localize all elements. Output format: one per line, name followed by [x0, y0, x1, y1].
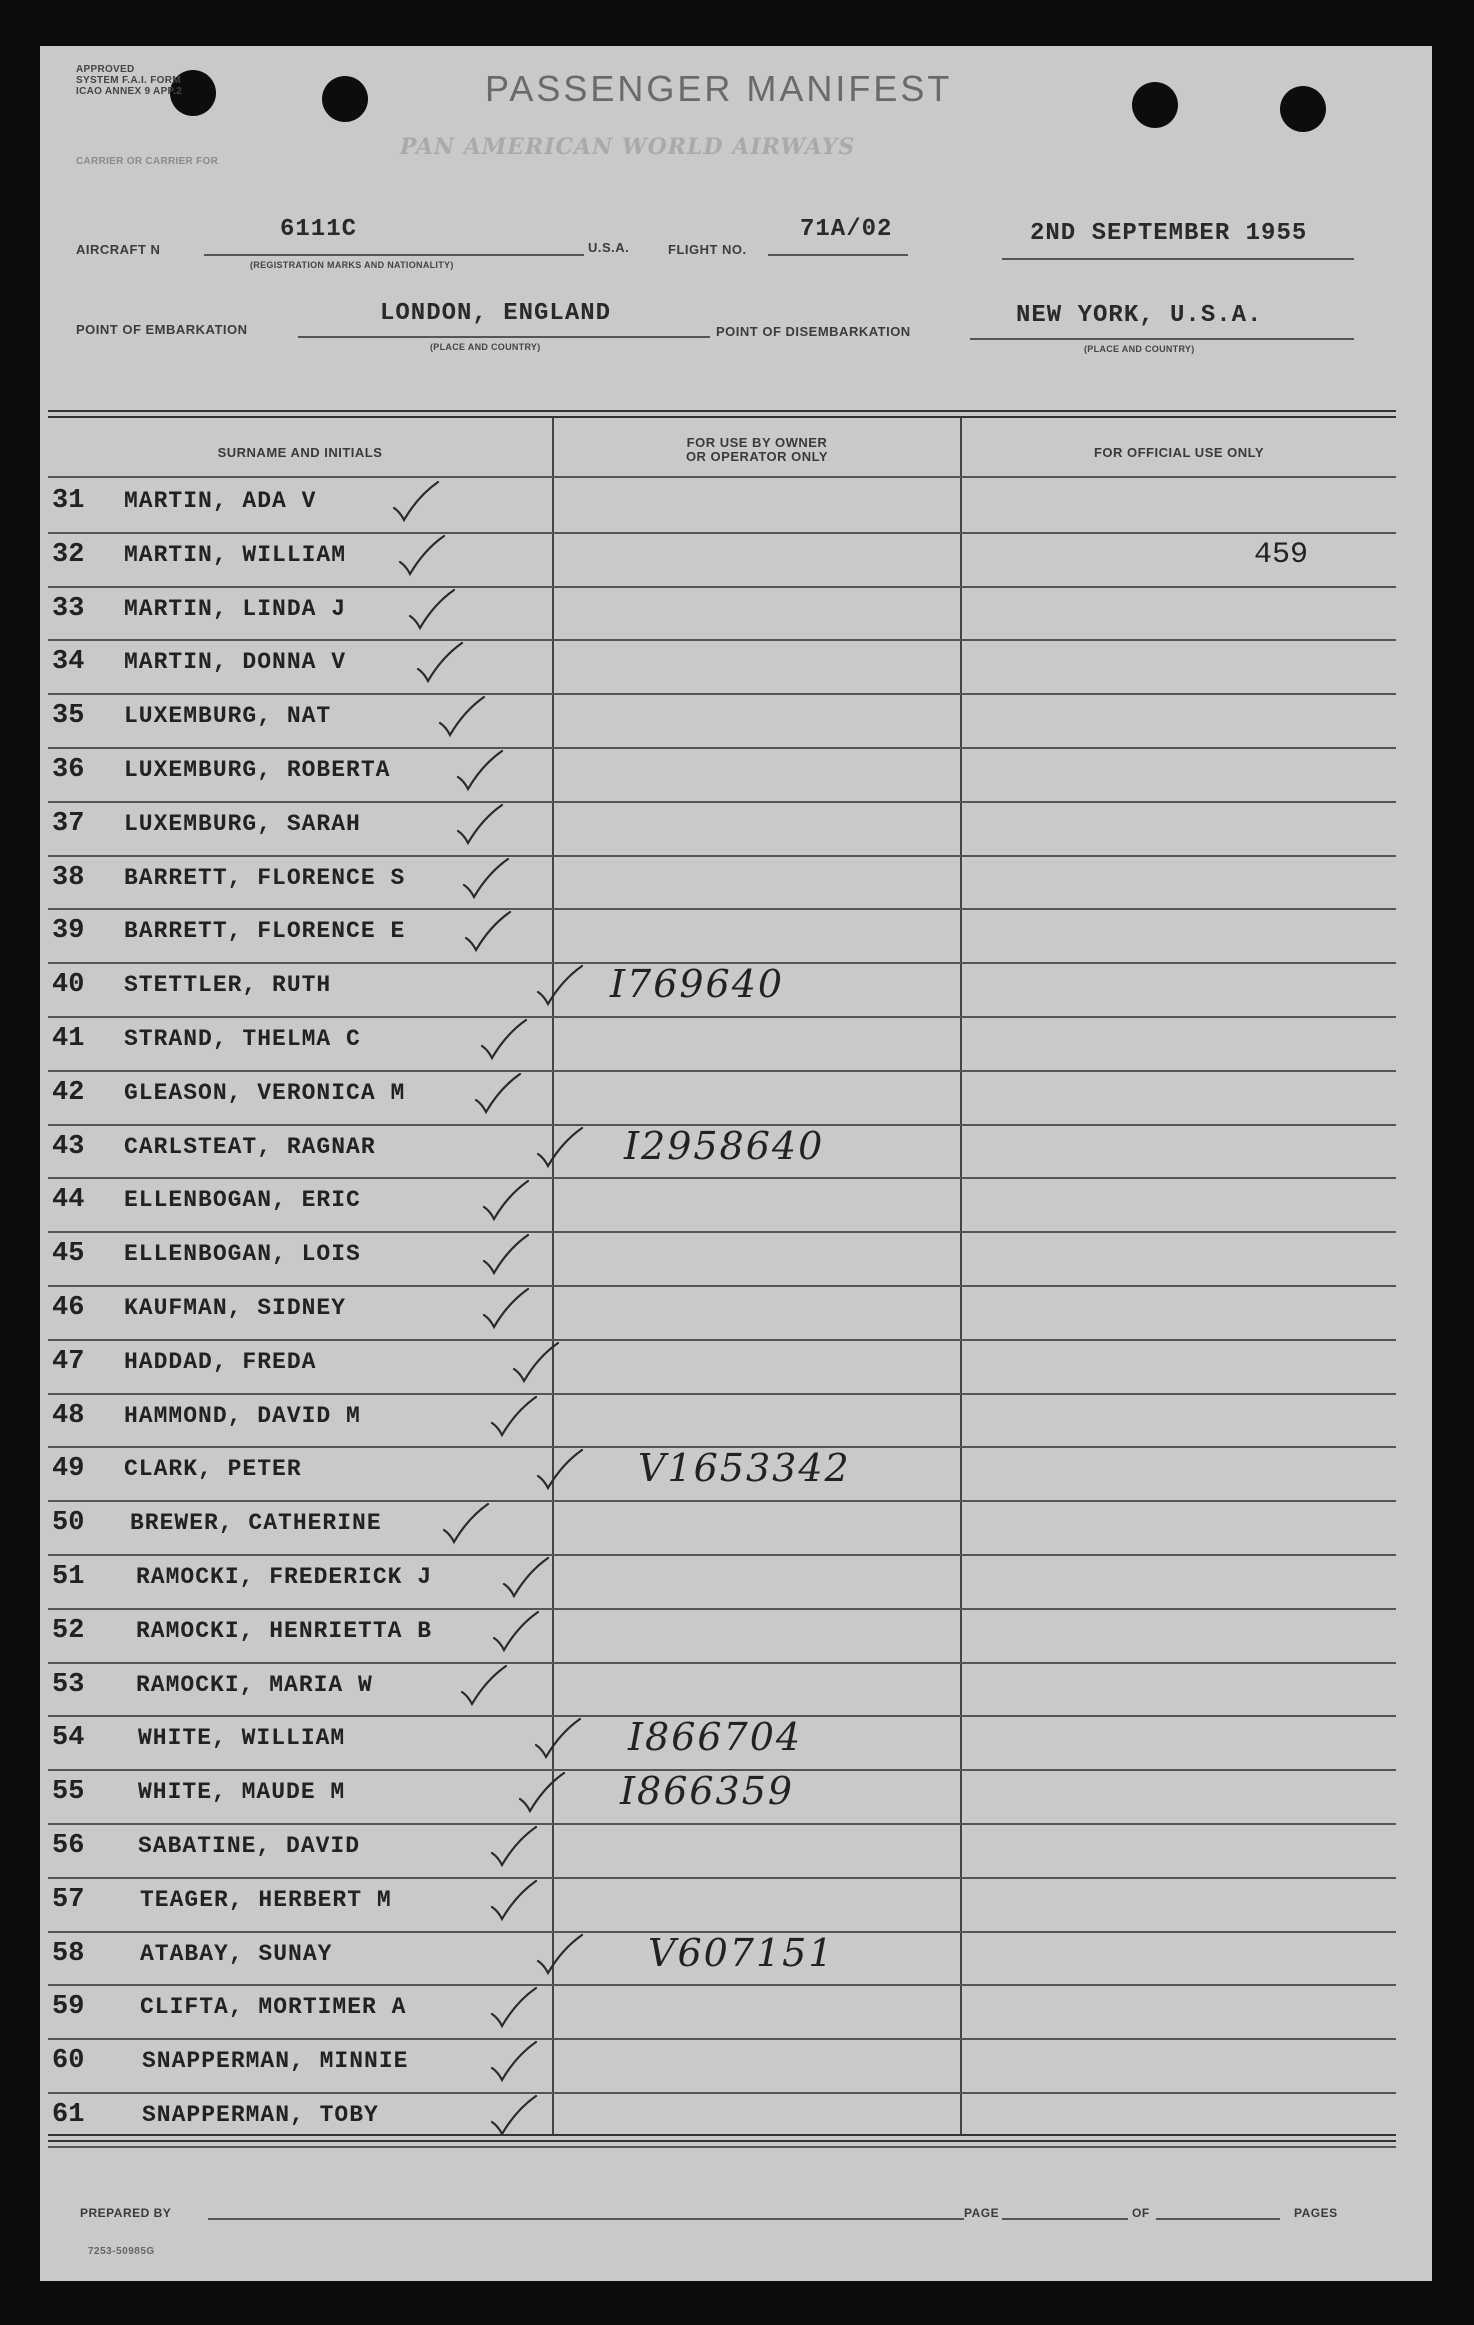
passenger-number: 50	[52, 1508, 85, 1539]
column-header-owner: FOR USE BY OWNER OR OPERATOR ONLY	[685, 435, 829, 464]
passenger-number: 40	[52, 970, 85, 1001]
checkmark-icon	[440, 1500, 492, 1546]
passenger-number: 56	[52, 1831, 85, 1861]
checkmark-icon	[488, 1393, 540, 1439]
flight-underline	[768, 254, 908, 256]
passenger-number: 44	[52, 1185, 85, 1216]
passenger-number: 46	[52, 1293, 85, 1323]
checkmark-icon	[534, 1931, 586, 1977]
header-bottom-rule	[48, 476, 1396, 478]
punch-hole-2	[322, 76, 368, 122]
of-label: OF	[1132, 2206, 1150, 2220]
disembarkation-label: POINT OF DISEMBARKATION	[716, 324, 911, 339]
passenger-number: 42	[52, 1077, 85, 1108]
checkmark-icon	[480, 1285, 532, 1331]
page-underline	[1002, 2218, 1128, 2220]
passenger-name: BARRETT, FLORENCE E	[124, 918, 406, 945]
row-rule	[48, 1554, 1396, 1556]
row-rule	[48, 2092, 1396, 2094]
passenger-name: MARTIN, ADA V	[124, 488, 317, 514]
passenger-name: TEAGER, HERBERT M	[140, 1886, 392, 1913]
passenger-number: 36	[52, 755, 85, 785]
checkmark-icon	[436, 693, 488, 739]
embarkation-place-note: (PLACE AND COUNTRY)	[430, 342, 541, 352]
embarkation-label: POINT OF EMBARKATION	[76, 322, 248, 337]
passenger-name: ATABAY, SUNAY	[140, 1940, 333, 1967]
passenger-number: 55	[52, 1777, 85, 1808]
checkmark-icon	[460, 855, 512, 901]
manifest-date: 2ND SEPTEMBER 1955	[1030, 220, 1308, 247]
checkmark-icon	[532, 1715, 584, 1761]
checkmark-icon	[414, 639, 466, 685]
passenger-number: 49	[52, 1454, 85, 1485]
checkmark-icon	[510, 1339, 562, 1385]
passenger-name: RAMOCKI, MARIA W	[136, 1671, 373, 1698]
flight-number: 71A/02	[800, 216, 893, 243]
passenger-number: 32	[52, 539, 85, 570]
carrier-name: PAN AMERICAN WORLD AIRWAYS	[400, 134, 856, 160]
passenger-name: LUXEMBURG, SARAH	[124, 810, 361, 837]
passenger-name: MARTIN, LINDA J	[124, 595, 347, 622]
passenger-number: 38	[52, 862, 85, 893]
date-underline	[1002, 258, 1354, 260]
registration-note: (REGISTRATION MARKS AND NATIONALITY)	[250, 260, 454, 270]
usa-label: U.S.A.	[588, 240, 630, 255]
column-header-names: SURNAME AND INITIALS	[217, 445, 383, 460]
document-number: I769640	[610, 962, 785, 1007]
passenger-number: 61	[52, 2100, 85, 2130]
row-rule	[48, 747, 1396, 749]
row-rule	[48, 2038, 1396, 2040]
passenger-number: 37	[52, 808, 85, 839]
row-rule	[48, 1016, 1396, 1018]
pages-label: PAGES	[1294, 2206, 1338, 2220]
column-header-official: FOR OFFICIAL USE ONLY	[1093, 445, 1265, 460]
aircraft-underline	[204, 254, 584, 256]
checkmark-icon	[454, 747, 506, 793]
passenger-name: LUXEMBURG, ROBERTA	[124, 757, 391, 783]
row-rule	[48, 1877, 1396, 1879]
passenger-number: 33	[52, 593, 85, 624]
disembarkation-underline	[970, 338, 1354, 340]
checkmark-icon	[472, 1070, 524, 1116]
checkmark-icon	[390, 478, 442, 524]
embarkation-value: LONDON, ENGLAND	[380, 300, 612, 327]
passenger-number: 45	[52, 1239, 85, 1270]
punch-hole-4	[1280, 86, 1326, 132]
checkmark-icon	[488, 1823, 540, 1869]
row-rule	[48, 801, 1396, 803]
row-rule	[48, 1285, 1396, 1287]
row-rule	[48, 639, 1396, 641]
row-rule	[48, 1823, 1396, 1825]
checkmark-icon	[458, 1662, 510, 1708]
passenger-name: STRAND, THELMA C	[124, 1026, 361, 1052]
passenger-name: HAMMOND, DAVID M	[124, 1402, 361, 1429]
checkmark-icon	[454, 801, 506, 847]
checkmark-icon	[488, 1984, 540, 2030]
passenger-name: SABATINE, DAVID	[138, 1833, 361, 1859]
row-rule	[48, 1339, 1396, 1341]
passenger-name: RAMOCKI, FREDERICK J	[136, 1564, 433, 1590]
row-rule	[48, 693, 1396, 695]
aircraft-value: 6111C	[280, 216, 358, 243]
carrier-field-label: CARRIER OR CARRIER FOR	[76, 156, 219, 167]
passenger-number: 51	[52, 1562, 85, 1592]
checkmark-icon	[478, 1016, 530, 1062]
passenger-number: 52	[52, 1615, 85, 1646]
passenger-name: SNAPPERMAN, TOBY	[142, 2102, 379, 2128]
passenger-name: CLARK, PETER	[124, 1456, 302, 1483]
row-rule	[48, 586, 1396, 588]
row-rule	[48, 1662, 1396, 1664]
row-rule	[48, 1231, 1396, 1233]
checkmark-icon	[500, 1554, 552, 1600]
embarkation-underline	[298, 336, 710, 338]
disembarkation-value: NEW YORK, U.S.A.	[1016, 302, 1263, 329]
prepared-by-label: PREPARED BY	[80, 2206, 172, 2220]
passenger-name: WHITE, WILLIAM	[138, 1725, 346, 1752]
row-rule	[48, 1070, 1396, 1072]
document-number: I866359	[620, 1769, 795, 1814]
passenger-number: 59	[52, 1992, 85, 2023]
document-number: V1653342	[638, 1446, 851, 1491]
row-rule	[48, 1393, 1396, 1395]
checkmark-icon	[396, 532, 448, 578]
row-rule	[48, 908, 1396, 910]
row-rule	[48, 532, 1396, 534]
checkmark-icon	[534, 962, 586, 1008]
document-number: V607151	[648, 1930, 835, 1975]
form-code: 7253-50985G	[88, 2246, 155, 2257]
table-bottom-rule	[48, 2134, 1396, 2142]
document-number: I866704	[628, 1715, 803, 1760]
passenger-number: 34	[52, 647, 85, 678]
checkmark-icon	[480, 1231, 532, 1277]
passenger-name: HADDAD, FREDA	[124, 1348, 317, 1375]
passenger-number: 47	[52, 1346, 85, 1377]
passenger-name: CARLSTEAT, RAGNAR	[124, 1133, 376, 1160]
checkmark-icon	[488, 1877, 540, 1923]
checkmark-icon	[488, 2038, 540, 2084]
checkmark-icon	[534, 1446, 586, 1492]
passenger-number: 54	[52, 1723, 85, 1754]
passenger-number: 53	[52, 1669, 85, 1700]
passenger-name: KAUFMAN, SIDNEY	[124, 1295, 347, 1321]
passenger-number: 58	[52, 1938, 85, 1969]
row-rule	[48, 2146, 1396, 2148]
passenger-name: ELLENBOGAN, ERIC	[124, 1187, 361, 1214]
passenger-number: 57	[52, 1884, 85, 1915]
aircraft-label: AIRCRAFT N	[76, 242, 161, 257]
passenger-number: 31	[52, 486, 85, 516]
passenger-number: 39	[52, 916, 85, 947]
row-rule	[48, 1500, 1396, 1502]
checkmark-icon	[534, 1124, 586, 1170]
of-underline	[1156, 2218, 1280, 2220]
checkmark-icon	[406, 586, 458, 632]
passenger-name: GLEASON, VERONICA M	[124, 1079, 406, 1106]
checkmark-icon	[516, 1769, 568, 1815]
document-number: I2958640	[624, 1123, 825, 1168]
passenger-number: 35	[52, 701, 85, 732]
row-rule	[48, 855, 1396, 857]
passenger-name: BARRETT, FLORENCE S	[124, 864, 406, 891]
punch-hole-3	[1132, 82, 1178, 128]
checkmark-icon	[480, 1177, 532, 1223]
manifest-sheet	[40, 46, 1432, 2281]
row-rule	[48, 1177, 1396, 1179]
passenger-name: RAMOCKI, HENRIETTA B	[136, 1617, 433, 1644]
passenger-name: WHITE, MAUDE M	[138, 1779, 346, 1806]
passenger-number: 43	[52, 1131, 85, 1162]
flight-label: FLIGHT NO.	[668, 242, 747, 257]
checkmark-icon	[490, 1608, 542, 1654]
disembarkation-place-note: (PLACE AND COUNTRY)	[1084, 344, 1195, 354]
passenger-number: 48	[52, 1400, 85, 1431]
table-top-rule	[48, 410, 1396, 418]
passenger-name: CLIFTA, MORTIMER A	[140, 1994, 407, 2021]
checkmark-icon	[462, 908, 514, 954]
passenger-name: BREWER, CATHERINE	[130, 1510, 382, 1537]
page-label: PAGE	[964, 2206, 1000, 2220]
passenger-name: LUXEMBURG, NAT	[124, 703, 332, 730]
passenger-number: 60	[52, 2046, 85, 2077]
checkmark-icon	[488, 2092, 540, 2138]
passenger-name: ELLENBOGAN, LOIS	[124, 1241, 361, 1268]
page-title: PASSENGER MANIFEST	[485, 68, 953, 109]
form-approval-notice: APPROVED SYSTEM F.A.I. FORM ICAO ANNEX 9 APP.2	[76, 64, 183, 97]
row-rule	[48, 1984, 1396, 1986]
passenger-name: MARTIN, WILLIAM	[124, 541, 347, 568]
row-rule	[48, 1608, 1396, 1610]
official-note: 459	[1254, 537, 1309, 572]
passenger-number: 41	[52, 1024, 85, 1054]
prepared-by-underline	[208, 2218, 964, 2220]
passenger-name: MARTIN, DONNA V	[124, 649, 347, 676]
passenger-name: SNAPPERMAN, MINNIE	[142, 2048, 409, 2075]
passenger-name: STETTLER, RUTH	[124, 972, 332, 999]
